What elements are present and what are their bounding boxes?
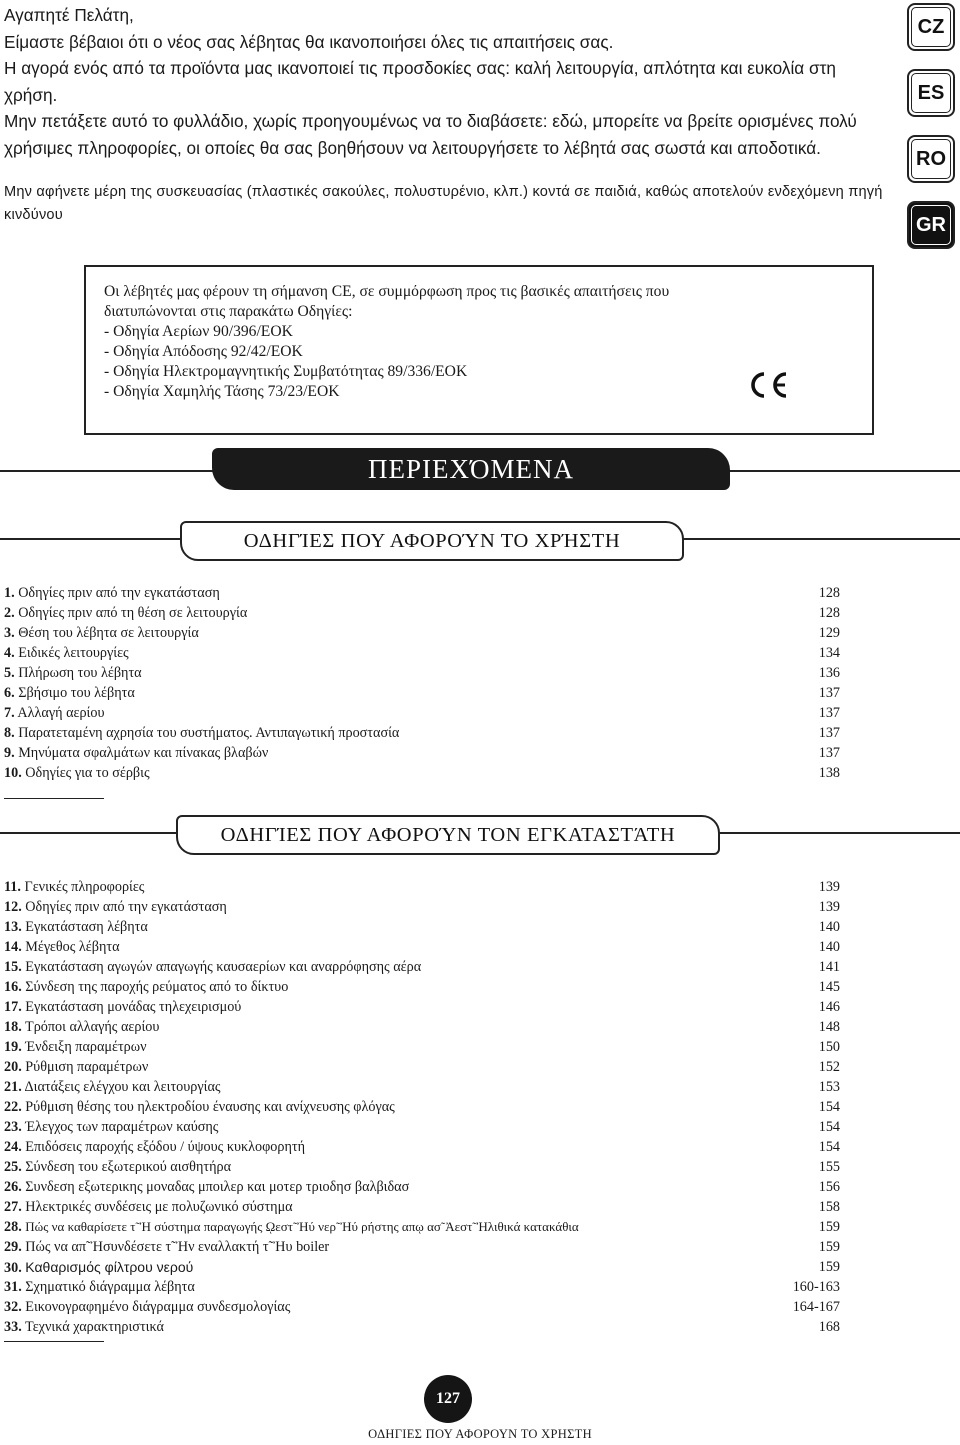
toc-page: 139 [818, 879, 840, 895]
toc-row[interactable] [4, 997, 840, 1017]
toc-page: 141 [818, 959, 840, 975]
toc-page: 148 [818, 1019, 840, 1035]
toc-row[interactable] [4, 1317, 840, 1337]
toc-title: Ένδειξη παραμέτρων [25, 1039, 147, 1055]
toc-row[interactable] [4, 1177, 840, 1197]
toc-page: 137 [818, 685, 840, 701]
ce-line: Οι λέβητές μας φέρουν τη σήμανση CE, σε συμμόρφωση προς τις βασικές απαιτήσεις που [104, 283, 670, 300]
toc-number: 25. [4, 1159, 22, 1175]
toc-row[interactable] [4, 1057, 840, 1077]
toc-row[interactable] [4, 1157, 840, 1177]
toc-title: Οδηγίες πριν από την εγκατάσταση [25, 899, 227, 915]
toc-page: 153 [818, 1079, 840, 1095]
language-badge-cz: CZ [907, 3, 955, 51]
toc-row[interactable] [4, 1257, 840, 1277]
toc-page: 128 [818, 605, 840, 621]
toc-row[interactable] [4, 1017, 840, 1037]
user-section-header [0, 521, 960, 559]
toc-page: 136 [818, 665, 840, 681]
toc-row[interactable] [4, 957, 840, 977]
toc-title: Διατάξεις ελέγχου και λειτουργίας [24, 1079, 221, 1095]
toc-number: 32. [4, 1299, 22, 1315]
toc-row[interactable] [4, 643, 840, 663]
toc-page: 150 [818, 1039, 840, 1055]
toc-number: 10. [4, 765, 22, 781]
toc-row[interactable] [4, 703, 840, 723]
toc-title: Σύνδεση του εξωτερικού αισθητήρα [25, 1159, 232, 1175]
toc-number: 19. [4, 1039, 22, 1055]
toc-title: Πλήρωση του λέβητα [18, 665, 142, 681]
toc-title: Πώς να απ῀Ἠσυνδέσετε τ῀Ἠν εναλλακτή τ῀Ἠυ boiler [25, 1239, 330, 1255]
language-badge-ro: RO [907, 135, 955, 183]
intro-line-1: Είμαστε βέβαιοι ότι ο νέος σας λέβητας θα ικανοποιήσει όλες τις απαιτήσεις σας. [4, 31, 614, 52]
toc-number: 7. [4, 705, 15, 721]
toc-page: 139 [818, 899, 840, 915]
toc-page: 158 [818, 1199, 840, 1215]
toc-page: 137 [818, 725, 840, 741]
toc-title: Σβήσιμο του λέβητα [18, 685, 135, 701]
footer-text: ΟΔΗΓΙΕΣ ΠΟΥ ΑΦΟΡΟΥΝ ΤΟ ΧΡΗΣΤΗ [368, 1427, 592, 1441]
toc-page: 159 [818, 1259, 840, 1275]
intro-line-2: Η αγορά ενός από τα προϊόντα μας ικανοποιεί τις προσδοκίες σας: καλή λειτουργία, απλότητα και ευκολία στη χρήση. [4, 58, 836, 105]
toc-row[interactable] [4, 1077, 840, 1097]
toc-page: 160-163 [792, 1279, 840, 1295]
toc-number: 5. [4, 665, 15, 681]
toc-number: 30. [4, 1260, 22, 1276]
toc-page: 154 [818, 1119, 840, 1135]
toc-number: 4. [4, 645, 15, 661]
toc-number: 29. [4, 1239, 22, 1255]
language-badge-es: ES [907, 69, 955, 117]
toc-title: Ρύθμιση παραμέτρων [25, 1059, 149, 1075]
toc-row[interactable] [4, 1197, 840, 1217]
toc-number: 1. [4, 585, 15, 601]
toc-number: 15. [4, 959, 22, 975]
toc-row[interactable] [4, 1037, 840, 1057]
toc-row[interactable] [4, 877, 840, 897]
user-section-title: ΟΔΗΓΊΕΣ ΠΟΥ ΑΦΟΡΟΎΝ ΤΟ ΧΡΉΣΤΗ [180, 521, 684, 561]
page-number-badge: 127 [424, 1375, 472, 1423]
intro-text [4, 2, 894, 227]
toc-number: 24. [4, 1139, 22, 1155]
toc-row[interactable] [4, 1117, 840, 1137]
toc-title: Σύνδεση της παροχής ρεύματος από το δίκτυο [25, 979, 289, 995]
toc-number: 2. [4, 605, 15, 621]
toc-page: 159 [818, 1239, 840, 1255]
toc-row[interactable] [4, 897, 840, 917]
toc-page: 154 [818, 1099, 840, 1115]
toc-number: 6. [4, 685, 15, 701]
toc-row[interactable] [4, 663, 840, 683]
ce-mark-icon [746, 370, 790, 400]
toc-page: 138 [818, 765, 840, 781]
language-badge-gr: GR [907, 201, 955, 249]
toc-title: Εγκατάσταση μονάδας τηλεχειρισμού [25, 999, 242, 1015]
toc-title: Αλλαγή αερίου [17, 705, 105, 721]
toc-page: 137 [818, 745, 840, 761]
language-badges [907, 3, 957, 267]
toc-number: 27. [4, 1199, 22, 1215]
toc-title: Καθαρισμός φίλτρου νερού [25, 1259, 194, 1275]
toc-number: 8. [4, 725, 15, 741]
greeting: Αγαπητέ Πελάτη, [4, 5, 134, 25]
toc-page: 146 [818, 999, 840, 1015]
ce-line: - Οδηγία Χαμηλής Τάσης 73/23/ΕΟΚ [104, 383, 340, 400]
toc-title: Γενικές πληροφορίες [24, 879, 145, 895]
toc-row[interactable] [4, 583, 840, 603]
toc-row[interactable] [4, 1297, 840, 1317]
toc-number: 3. [4, 625, 15, 641]
toc-page: 145 [818, 979, 840, 995]
toc-title: Οδηγίες πριν από τη θέση σε λειτουργία [18, 605, 248, 621]
toc-title: Παρατεταμένη αχρησία του συστήματος. Αντιπαγωτική προστασία [18, 725, 400, 741]
divider [4, 798, 104, 799]
ce-compliance-box [84, 265, 874, 435]
toc-number: 16. [4, 979, 22, 995]
toc-title: Συνδεση εξωτερικης μοναδας μποιλερ και μοτερ τριοδησ βαλβιδασ [25, 1179, 410, 1195]
toc-number: 33. [4, 1319, 22, 1335]
toc-row[interactable] [4, 1137, 840, 1157]
toc-title: Έλεγχος των παραμέτρων καύσης [25, 1119, 219, 1135]
toc-number: 9. [4, 745, 15, 761]
toc-page: 156 [818, 1179, 840, 1195]
toc-page: 155 [818, 1159, 840, 1175]
toc-number: 21. [4, 1079, 22, 1095]
toc-row[interactable] [4, 683, 840, 703]
ce-line: - Οδηγία Ηλεκτρομαγνητικής Συμβατότητας 89/336/ΕΟΚ [104, 363, 468, 380]
toc-title: Ρύθμιση θέσης του ηλεκτροδίου έναυσης και ανίχνευσης φλόγας [25, 1099, 395, 1115]
installer-section-header [0, 815, 960, 853]
toc-number: 12. [4, 899, 22, 915]
user-toc [4, 583, 840, 783]
toc-title: Εικονογραφημένο διάγραμμα συνδεσμολογίας [25, 1299, 291, 1315]
toc-page: 129 [818, 625, 840, 641]
toc-title: Σχηματικό διάγραμμα λέβητα [25, 1279, 195, 1295]
toc-page: 140 [818, 939, 840, 955]
toc-title: Οδηγίες πριν από την εγκατάσταση [18, 585, 220, 601]
toc-page: 154 [818, 1139, 840, 1155]
toc-row[interactable] [4, 937, 840, 957]
toc-number: 22. [4, 1099, 22, 1115]
toc-row[interactable] [4, 977, 840, 997]
toc-title: Μηνύματα σφαλμάτων και πίνακας βλαβών [18, 745, 269, 761]
toc-page: 140 [818, 919, 840, 935]
toc-title: Τρόποι αλλαγής αερίου [25, 1019, 160, 1035]
toc-row[interactable] [4, 1277, 840, 1297]
ce-line: - Οδηγία Αερίων 90/396/ΕΟΚ [104, 323, 293, 340]
toc-page: 164-167 [792, 1299, 840, 1315]
contents-title: ΠΕΡΙΕΧΌΜΕΝΑ [212, 448, 730, 490]
toc-page: 152 [818, 1059, 840, 1075]
toc-number: 23. [4, 1119, 22, 1135]
toc-number: 26. [4, 1179, 22, 1195]
toc-title: Πώς να καθαρίσετε τ῀Ἠ σύστημα παραγωγής ῼεστ῀Ἠύ νερ῀Ἠύ ρήστης απῳ ασ῀Ἀεστ῀Ἠλιθικά κατακάθια [25, 1219, 579, 1234]
toc-title: Οδηγίες για το σέρβις [25, 765, 150, 781]
toc-row[interactable] [4, 723, 840, 743]
installer-section-title: ΟΔΗΓΊΕΣ ΠΟΥ ΑΦΟΡΟΎΝ ΤΟΝ ΕΓΚΑΤΑΣΤΆΤΗ [176, 815, 720, 855]
toc-title: Ειδικές λειτουργίες [18, 645, 129, 661]
contents-banner [0, 448, 960, 492]
toc-row[interactable] [4, 743, 840, 763]
toc-row[interactable] [4, 1237, 840, 1257]
toc-page: 137 [818, 705, 840, 721]
toc-row[interactable] [4, 917, 840, 937]
toc-title: Θέση του λέβητα σε λειτουργία [18, 625, 199, 641]
toc-page: 128 [818, 585, 840, 601]
installer-toc [4, 877, 840, 1337]
toc-number: 20. [4, 1059, 22, 1075]
divider [4, 1341, 104, 1342]
toc-title: Ηλεκτρικές συνδέσεις με πολυζωνικό σύστημα [25, 1199, 293, 1215]
toc-row[interactable] [4, 603, 840, 623]
toc-row[interactable] [4, 623, 840, 643]
toc-row[interactable] [4, 1097, 840, 1117]
toc-title: Επιδόσεις παροχής εξόδου / ύψους κυκλοφορητή [25, 1139, 306, 1155]
toc-title: Μέγεθος λέβητα [25, 939, 120, 955]
toc-title: Εγκατάσταση αγωγών απαγωγής καυσαερίων και αναρρόφησης αέρα [25, 959, 422, 975]
toc-number: 17. [4, 999, 22, 1015]
packaging-warning: Μην αφήνετε μέρη της συσκευασίας (πλαστικές σακούλες, πολυστυρένιο, κλπ.) κοντά σε παιδιά, καθώς αποτελούν ενδεχόμενη πηγή κινδύνου [4, 184, 883, 223]
toc-page: 134 [818, 645, 840, 661]
toc-title: Εγκατάσταση λέβητα [25, 919, 148, 935]
toc-number: 14. [4, 939, 22, 955]
ce-line: διατυπώνονται στις παρακάτω Οδηγίες: [104, 303, 353, 320]
toc-number: 18. [4, 1019, 22, 1035]
toc-number: 13. [4, 919, 22, 935]
toc-page: 159 [818, 1219, 840, 1235]
toc-row[interactable] [4, 763, 840, 783]
intro-line-3: Μην πετάξετε αυτό το φυλλάδιο, χωρίς προηγουμένως να το διαβάσετε: εδώ, μπορείτε να βρείτε ορισμένες πολύ χρήσιμες πληροφορίες, οι οποίες θα σας βοηθήσουν να λειτουργήσετε το λέβητά σας σωστά και αποδοτικά. [4, 111, 857, 158]
toc-number: 11. [4, 879, 21, 895]
toc-number: 28. [4, 1219, 22, 1235]
toc-title: Τεχνικά χαρακτηριστικά [25, 1319, 164, 1335]
toc-row[interactable] [4, 1217, 840, 1237]
toc-number: 31. [4, 1279, 22, 1295]
toc-page: 168 [818, 1319, 840, 1335]
ce-line: - Οδηγία Απόδοσης 92/42/ΕΟΚ [104, 343, 303, 360]
